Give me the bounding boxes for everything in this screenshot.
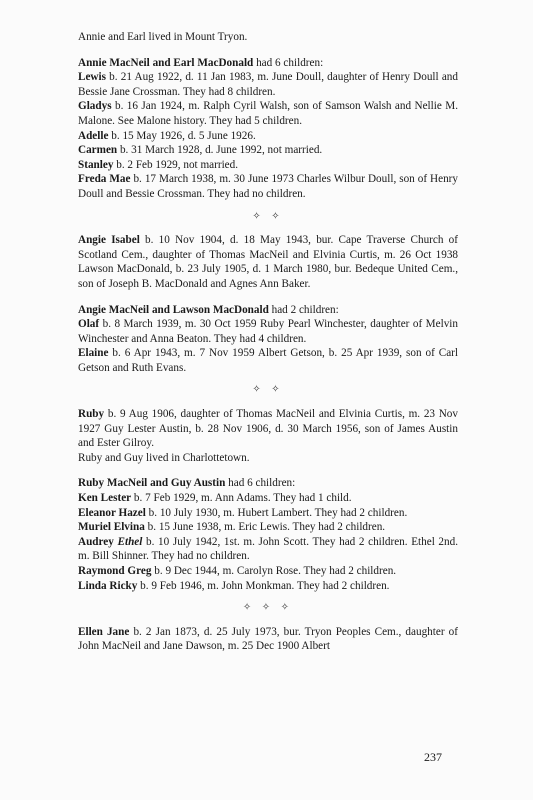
child-entry bbox=[78, 158, 458, 173]
paragraph bbox=[78, 30, 458, 45]
person-name: Ruby bbox=[78, 408, 105, 421]
child-name: Audrey bbox=[78, 535, 114, 548]
child-entry bbox=[78, 564, 458, 579]
child-entry bbox=[78, 579, 458, 594]
person-name: Angie Isabel bbox=[78, 234, 140, 247]
child-name: Olaf bbox=[78, 318, 100, 331]
page-body bbox=[78, 30, 458, 654]
text: b. 10 Nov 1904, d. 18 May 1943, bur. Cape Traverse Church of Scotland Cem., daughter of Thomas MacNeil and Elvinia Curtis, m. 26 Oct 1938 Lawson MacDonald, b. 23 July 1905, d. 1 March 1980, bur. Bedeque United Cem., son of Joseph B. MacDonald and Agnes Ann Baker. bbox=[78, 234, 458, 290]
child-name: Linda Ricky bbox=[78, 579, 138, 592]
text: had 6 children: bbox=[225, 477, 296, 490]
text: Annie and Earl lived in Mount Tryon. bbox=[78, 31, 248, 43]
child-entry bbox=[78, 129, 458, 144]
text: b. 16 Jan 1924, m. Ralph Cyril Walsh, son of Samson Walsh and Nellie M. Malone. See Malone history. They had 5 children. bbox=[78, 100, 458, 127]
text: b. 2 Feb 1929, not married. bbox=[113, 158, 239, 171]
child-alt-name: Ethel bbox=[117, 535, 143, 548]
person-entry bbox=[78, 233, 458, 291]
child-name: Freda Mae bbox=[78, 173, 131, 186]
child-entry bbox=[78, 143, 458, 158]
text: b. 2 Jan 1873, d. 25 July 1973, bur. Tryon Peoples Cem., daughter of John MacNeil and Jane Dawson, m. 25 Dec 1900 Albert bbox=[78, 625, 458, 653]
child-name: Muriel Elvina bbox=[78, 521, 145, 534]
children-heading bbox=[78, 303, 458, 318]
children-heading bbox=[78, 56, 458, 71]
child-entry bbox=[78, 99, 458, 128]
text: had 6 children: bbox=[253, 56, 324, 69]
text: had 2 children: bbox=[268, 303, 339, 316]
text: b. 9 Dec 1944, m. Carolyn Rose. They had 2 children. bbox=[151, 565, 397, 577]
text: b. 15 June 1938, m. Eric Lewis. They had 2 children. bbox=[144, 521, 386, 534]
child-entry bbox=[78, 317, 458, 346]
text: Ruby and Guy lived in Charlottetown. bbox=[78, 451, 250, 464]
text: b. 10 July 1930, m. Hubert Lambert. They had 2 children. bbox=[145, 506, 408, 519]
child-name: Elaine bbox=[78, 347, 109, 360]
child-name: Adelle bbox=[78, 129, 109, 142]
text: b. 21 Aug 1922, d. 11 Jan 1983, m. June Doull, daughter of Henry Doull and Bessie Jane Crossman. They had 8 children. bbox=[78, 71, 458, 98]
section-separator: ✧ ✧ ✧ bbox=[242, 602, 294, 614]
child-entry bbox=[78, 520, 458, 535]
paragraph bbox=[78, 451, 458, 466]
child-entry bbox=[78, 346, 458, 375]
text: b. 8 March 1939, m. 30 Oct 1959 Ruby Pearl Winchester, daughter of Melvin Winchester and Anna Beaton. They had 4 children. bbox=[78, 318, 458, 345]
couple-names: Angie MacNeil and Lawson MacDonald bbox=[78, 303, 269, 316]
child-entry bbox=[78, 491, 458, 506]
couple-names: Ruby MacNeil and Guy Austin bbox=[78, 477, 226, 490]
child-name: Gladys bbox=[78, 100, 112, 113]
text: b. 9 Aug 1906, daughter of Thomas MacNeil and Elvinia Curtis, m. 23 Nov 1927 Guy Lester Austin, b. 28 Nov 1906, d. 30 March 1956, son of James Austin and Ester Gilroy. bbox=[78, 408, 458, 450]
text: b. 7 Feb 1929, m. Ann Adams. They had 1 child. bbox=[131, 492, 352, 505]
child-name: Lewis bbox=[78, 71, 106, 84]
text: b. 31 March 1928, d. June 1992, not married. bbox=[117, 144, 323, 157]
text: b. 15 May 1926, d. 5 June 1926. bbox=[108, 129, 256, 142]
couple-names: Annie MacNeil and Earl MacDonald bbox=[78, 56, 254, 69]
children-heading bbox=[78, 476, 458, 491]
child-name: Carmen bbox=[78, 144, 118, 157]
person-entry bbox=[78, 625, 458, 654]
section-separator: ✧ ✧ bbox=[252, 384, 284, 396]
child-entry bbox=[78, 535, 458, 564]
text: b. 17 March 1938, m. 30 June 1973 Charles Wilbur Doull, son of Henry Doull and Bessie Crossman. They had no children. bbox=[78, 173, 459, 200]
section-separator: ✧ ✧ bbox=[252, 210, 284, 222]
text: b. 6 Apr 1943, m. 7 Nov 1959 Albert Getson, b. 25 Apr 1939, son of Carl Getson and Ruth Evans. bbox=[78, 347, 458, 374]
person-entry bbox=[78, 407, 458, 451]
child-entry bbox=[78, 70, 458, 99]
text: b. 10 July 1942, 1st. m. John Scott. They had 2 children. Ethel 2nd. m. Bill Shinner. They had no children. bbox=[78, 535, 459, 563]
text: b. 9 Feb 1946, m. John Monkman. They had 2 children. bbox=[137, 579, 390, 592]
child-name: Ken Lester bbox=[78, 492, 132, 505]
child-entry bbox=[78, 172, 458, 201]
child-name: Stanley bbox=[78, 158, 114, 171]
page-number: 237 bbox=[424, 750, 442, 764]
child-entry bbox=[78, 506, 458, 521]
person-name: Ellen Jane bbox=[78, 625, 130, 638]
child-name: Eleanor Hazel bbox=[78, 506, 146, 519]
child-name: Raymond Greg bbox=[78, 565, 152, 577]
